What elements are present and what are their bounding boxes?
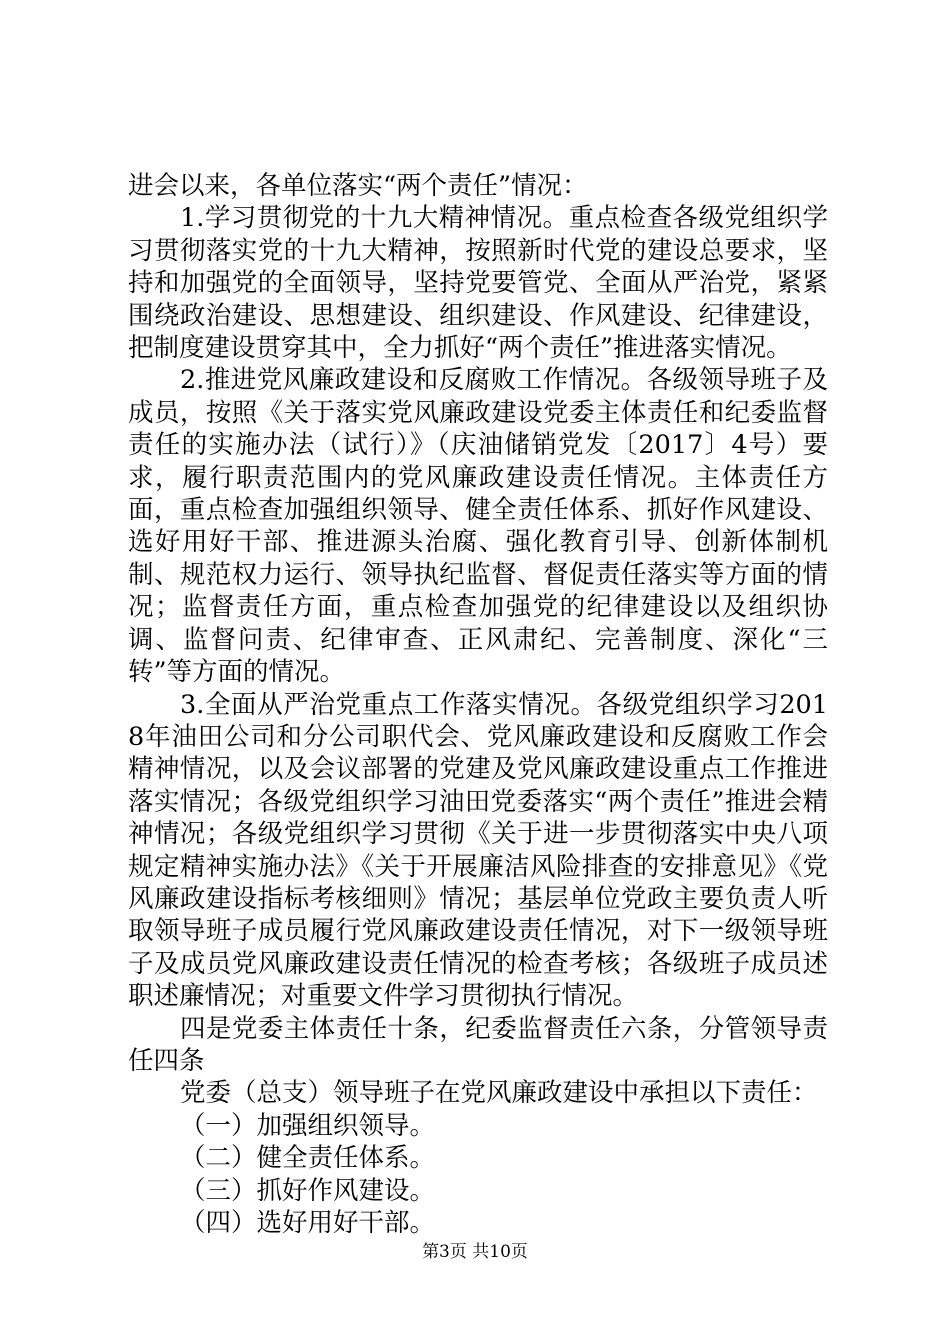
paragraph-item-2: 2.推进党风廉政建设和反腐败工作情况。各级领导班子及成员，按照《关于落实党风廉政建设党委主体责任和纪委监督责任的实施办法（试行）》（庆油储销党发〔2017〕4号）要求，履行职责范围内的党风廉政建设责任情况。主体责任方面，重点检查加强组织领导、健全责任体系、抓好作风建设、选好用好干部、推进源头治腐、强化教育引导、创新体制机制、规范权力运行、领导执纪监督、督促责任落实等方面的情况；监督责任方面，重点检查加强党的纪律建设以及组织协调、监督问责、纪律审查、正风肃纪、完善制度、深化“三转”等方面的情况。 (128, 365, 828, 688)
paragraph-item-3: 3.全面从严治党重点工作落实情况。各级党组织学习2018年油田公司和分公司职代会、党风廉政建设和反腐败工作会精神情况，以及会议部署的党建及党风廉政建设重点工作推进落实情况；各级党组织学习油田党委落实“两个责任”推进会精神情况；各级党组织学习贯彻《关于进一步贯彻落实中央八项规定精神实施办法》《关于开展廉洁风险排查的安排意见》《党风廉政建设指标考核细则》情况；基层单位党政主要负责人听取领导班子成员履行党风廉政建设责任情况，对下一级领导班子及成员党风廉政建设责任情况的检查考核；各级班子成员述职述廉情况；对重要文件学习贯彻执行情况。 (128, 689, 828, 1012)
list-item: （二）健全责任体系。 (180, 1143, 436, 1174)
list-item: （一）加强组织领导。 (180, 1110, 436, 1141)
document-body (128, 170, 828, 1239)
paragraph-responsibilities-intro: 党委（总支）领导班子在党风廉政建设中承担以下责任： (180, 1078, 818, 1109)
list-item: （三）抓好作风建设。 (180, 1175, 436, 1206)
paragraph-continuation: 进会以来，各单位落实“两个责任”情况： (128, 171, 588, 201)
list-item: （四）选好用好干部。 (180, 1208, 436, 1238)
paragraph-item-1: 1.学习贯彻党的十九大精神情况。重点检查各级党组织学习贯彻落实党的十九大精神，按照新时代党的建设总要求，坚持和加强党的全面领导，坚持党要管党、全面从严治党，紧紧围绕政治建设、思想建设、组织建设、作风建设、纪律建设，把制度建设贯穿其中，全力抓好“两个责任”推进落实情况。 (128, 203, 828, 364)
page-footer: 第3页 共10页 (422, 1242, 528, 1262)
paragraph-section-four: 四是党委主体责任十条，纪委监督责任六条，分管领导责任四条 (128, 1013, 828, 1076)
